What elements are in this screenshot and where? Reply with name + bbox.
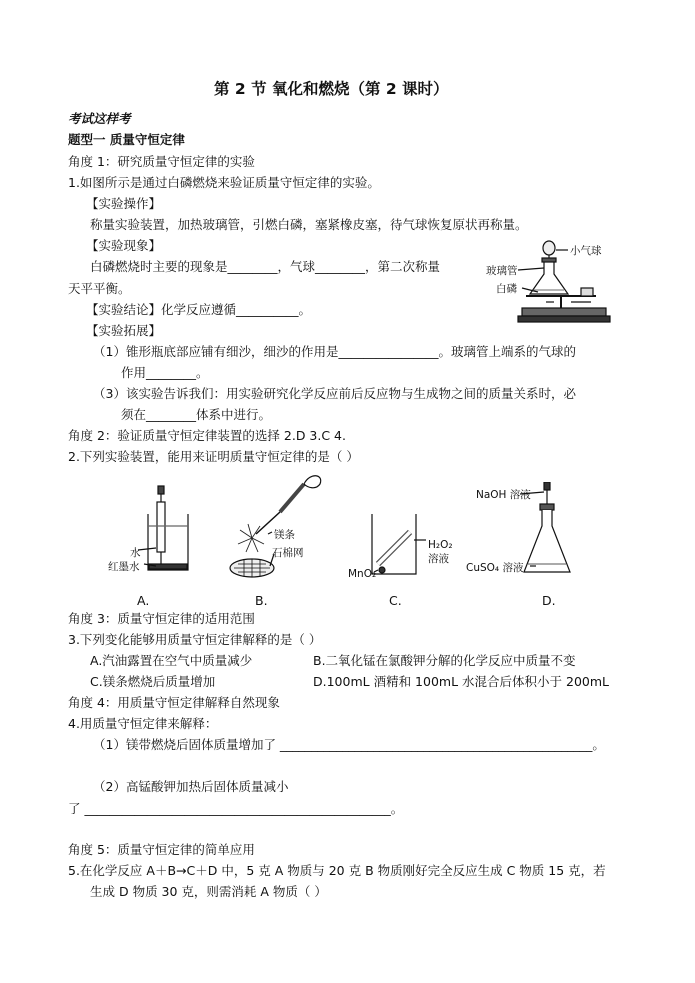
angle4-title: 角度 4：用质量守恒定律解释自然现象 [68, 695, 280, 710]
label-water: 水 [130, 547, 141, 559]
figure-c-letter: C. [389, 593, 402, 608]
q3-stem: 3.下列变化能够用质量守恒定律解释的是（ ） [68, 632, 322, 647]
q3-option-c: C.镁条燃烧后质量增加 [90, 674, 216, 689]
label-cuso4: CuSO₄ 溶液 [466, 562, 524, 574]
q4-sub1: （1）镁带燃烧后固体质量增加了 __________________________________________________。 [93, 737, 605, 752]
ext1-text: （1）锥形瓶底部应铺有细沙，细沙的作用是________________。玻璃管上端系的气球的 [93, 344, 576, 359]
q1-stem: 1.如图所示是通过白磷燃烧来验证质量守恒定律的实验。 [68, 175, 380, 190]
q4-stem: 4.用质量守恒定律来解释： [68, 716, 218, 731]
label-mg: 镁条 [274, 529, 295, 541]
balance-figure [486, 236, 632, 328]
ext1b-text: 作用________。 [121, 365, 209, 380]
label-ink: 红墨水 [108, 561, 140, 573]
q3-option-b: B.二氧化锰在氯酸钾分解的化学反应中质量不变 [313, 653, 576, 668]
angle5-title: 角度 5：质量守恒定律的简单应用 [68, 842, 255, 857]
op-label: 【实验操作】 [86, 196, 162, 211]
apparatus-a [108, 480, 198, 580]
label-tube: 玻璃管 [486, 265, 518, 277]
flask-shape [530, 260, 568, 294]
ext3-text: （3）该实验告诉我们：用实验研究化学反应前后反应物与生成物之间的质量关系时，必 [93, 386, 576, 401]
q3-option-a: A.汽油露置在空气中质量减少 [90, 653, 253, 668]
apparatus-b [220, 468, 330, 584]
label-sol: 溶液 [428, 553, 449, 565]
label-balloon: 小气球 [570, 245, 602, 257]
angle3-title: 角度 3：质量守恒定律的适用范围 [68, 611, 255, 626]
figure-b-letter: B. [255, 593, 268, 608]
op-text: 称量实验装置，加热玻璃管，引燃白磷，塞紧橡皮塞，待气球恢复原状再称量。 [90, 217, 528, 232]
q3-option-d: D.100mL 酒精和 100mL 水混合后体积小于 200mL [313, 674, 609, 689]
q5-stem: 5.在化学反应 A＋B→C＋D 中，5 克 A 物质与 20 克 B 物质刚好完全反应生成 C 物质 15 克，若 [68, 863, 606, 878]
angle2-title: 角度 2：验证质量守恒定律装置的选择 2.D 3.C 4. [68, 428, 346, 443]
label-net: 石棉网 [272, 547, 304, 559]
angle1-title: 角度 1：研究质量守恒定律的实验 [68, 154, 255, 169]
concl-text: 【实验结论】化学反应遵循__________。 [86, 302, 312, 317]
ext3b-text: 须在________体系中进行。 [121, 407, 272, 422]
type-heading: 题型一 质量守恒定律 [68, 132, 185, 147]
figure-d-letter: D. [542, 593, 556, 608]
phen-label: 【实验现象】 [86, 238, 162, 253]
q2-stem: 2.下列实验装置，能用来证明质量守恒定律的是（ ） [68, 449, 359, 464]
exam-heading: 考试这样考 [68, 111, 131, 126]
balloon-shape [543, 241, 555, 255]
q5-stem-cont: 生成 D 物质 30 克，则需消耗 A 物质（ ） [90, 884, 327, 899]
label-mno2: MnO₂ [348, 568, 377, 580]
q4-sub2: （2）高锰酸钾加热后固体质量减小 [93, 779, 289, 794]
apparatus-d [466, 482, 586, 582]
ext-label: 【实验拓展】 [86, 323, 162, 338]
q4-sub2b: 了 _________________________________________________。 [68, 801, 404, 816]
label-naoh: NaOH 溶液 [476, 489, 531, 501]
label-phosphorus: 白磷 [496, 283, 517, 295]
page-title: 第 2 节 氧化和燃烧（第 2 课时） [214, 80, 449, 98]
label-h2o2: H₂O₂ [428, 539, 453, 551]
apparatus-c [348, 510, 458, 580]
phen-text: 白磷燃烧时主要的现象是________，气球________，第二次称量 [90, 259, 441, 274]
phen-text2: 天平平衡。 [68, 281, 131, 296]
figure-a-letter: A. [137, 593, 150, 608]
